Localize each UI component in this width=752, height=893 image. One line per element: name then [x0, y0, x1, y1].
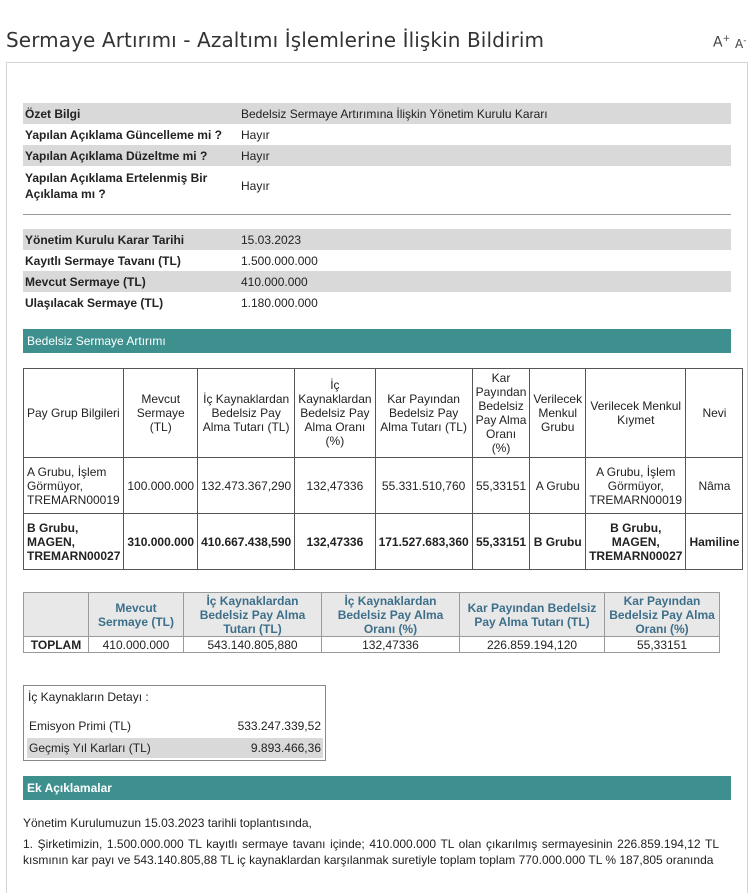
totals-header: [24, 593, 89, 637]
table-cell: A Grubu: [530, 458, 586, 514]
table-cell: B Grubu, MAGEN, TREMARN00027: [24, 514, 124, 570]
internal-source-row: [27, 738, 323, 758]
internal-source-label: Geçmiş Yıl Karları (TL): [29, 741, 151, 755]
notes-item-1: 1. Şirketimizin, 1.500.000.000 TL kayıtlı sermaye tavanı içinde; 410.000.000 TL olan çıkarılmış sermayesinin 226.859.194,12 TL kısmının kar payı ve 543.140.805,88 TL iç kaynaklardan karşılanmak suretiyle toplam toplam 770.000.000 TL % 187,805 oranında: [23, 837, 719, 867]
totals-cell: 226.859.194,120: [460, 637, 605, 653]
table-cell: 55.331.510,760: [375, 458, 472, 514]
totals-row: [24, 637, 720, 653]
capital-row: [23, 250, 731, 271]
totals-cell: 55,33151: [605, 637, 720, 653]
font-decrease-button[interactable]: A-: [735, 36, 747, 51]
table-cell: Hamiline: [686, 514, 743, 570]
summary-row: [23, 124, 731, 145]
internal-source-row: [27, 716, 323, 736]
capital-key: Ulaşılacak Sermaye (TL): [25, 295, 164, 310]
column-header: İç Kaynaklardan Bedelsiz Pay Alma Tutarı (TL): [198, 369, 295, 458]
column-header: Kar Payından Bedelsiz Pay Alma Oranı (%): [472, 369, 530, 458]
table-cell: 100.000.000: [124, 458, 198, 514]
capital-table: [23, 229, 731, 313]
bedelsiz-table: [23, 368, 743, 570]
summary-value: Hayır: [237, 145, 731, 166]
column-header: Verilecek Menkul Grubu: [530, 369, 586, 458]
totals-cell: 543.140.805,880: [184, 637, 322, 653]
summary-row: [23, 103, 731, 124]
capital-key: Yönetim Kurulu Karar Tarihi: [23, 229, 237, 250]
section-header-ek-aciklamalar: Ek Açıklamalar: [23, 776, 731, 800]
table-cell: B Grubu: [530, 514, 586, 570]
internal-source-label: Emisyon Primi (TL): [29, 719, 132, 733]
totals-cell: 410.000.000: [89, 637, 184, 653]
capital-key: Mevcut Sermaye (TL): [23, 271, 237, 292]
table-cell: 132,47336: [295, 458, 375, 514]
totals-header: Mevcut Sermaye (TL): [89, 593, 184, 637]
table-cell: Nâma: [686, 458, 743, 514]
table-header-row: [24, 369, 743, 458]
summary-table: [23, 103, 731, 205]
totals-table: [23, 592, 720, 653]
font-increase-label: A: [713, 34, 723, 51]
section-header-bedelsiz: Bedelsiz Sermaye Artırımı: [23, 329, 731, 353]
table-cell: 132,47336: [295, 514, 375, 570]
column-header: Nevi: [686, 369, 743, 458]
internal-source-value: 9.893.466,36: [250, 741, 321, 755]
font-increase-button[interactable]: A+: [713, 34, 731, 51]
table-cell: B Grubu, MAGEN, TREMARN00027: [586, 514, 686, 570]
page-title: Sermaye Artırımı - Azaltımı İşlemlerine İlişkin Bildirim: [6, 28, 545, 52]
capital-value: 1.500.000.000: [241, 253, 318, 268]
column-header: İç Kaynaklardan Bedelsiz Pay Alma Oranı (%): [295, 369, 375, 458]
divider: [23, 214, 731, 215]
table-cell: 171.527.683,360: [375, 514, 472, 570]
summary-value: Hayır: [241, 127, 270, 142]
table-cell: A Grubu, İşlem Görmüyor, TREMARN00019: [586, 458, 686, 514]
notes-intro: Yönetim Kurulumuzun 15.03.2023 tarihli toplantısında,: [23, 816, 312, 830]
capital-key: Kayıtlı Sermaye Tavanı (TL): [25, 253, 181, 268]
column-header: Pay Grup Bilgileri: [24, 369, 124, 458]
totals-header: Kar Payından Bedelsiz Pay Alma Tutarı (TL): [460, 593, 605, 637]
table-row: [24, 458, 743, 514]
internal-sources-title: İç Kaynakların Detayı :: [28, 690, 149, 704]
totals-header-row: [24, 593, 720, 637]
table-row: [24, 514, 743, 570]
summary-row: [23, 166, 731, 205]
capital-value: 410.000.000: [237, 271, 731, 292]
summary-key: Yapılan Açıklama Ertelenmiş Bir Açıklama mı ?: [25, 170, 208, 201]
table-cell: 132.473.367,290: [198, 458, 295, 514]
summary-value: Bedelsiz Sermaye Artırımına İlişkin Yönetim Kurulu Kararı: [237, 103, 731, 124]
summary-key: Özet Bilgi: [23, 103, 237, 124]
table-cell: 410.667.438,590: [198, 514, 295, 570]
capital-row: [23, 229, 731, 250]
totals-header: İç Kaynaklardan Bedelsiz Pay Alma Oranı (%): [322, 593, 460, 637]
column-header: Mevcut Sermaye (TL): [124, 369, 198, 458]
summary-key: Yapılan Açıklama Düzeltme mi ?: [23, 145, 237, 166]
table-cell: 55,33151: [472, 458, 530, 514]
capital-value: 1.180.000.000: [241, 295, 318, 310]
table-cell: 310.000.000: [124, 514, 198, 570]
table-cell: A Grubu, İşlem Görmüyor, TREMARN00019: [24, 458, 124, 514]
font-decrease-label: A: [735, 37, 744, 51]
totals-label: TOPLAM: [24, 637, 89, 653]
column-header: Verilecek Menkul Kıymet: [586, 369, 686, 458]
totals-cell: 132,47336: [322, 637, 460, 653]
totals-header: İç Kaynaklardan Bedelsiz Pay Alma Tutarı (TL): [184, 593, 322, 637]
summary-row: [23, 145, 731, 166]
summary-key: Yapılan Açıklama Güncelleme mi ?: [25, 127, 222, 142]
totals-header: Kar Payından Bedelsiz Pay Alma Oranı (%): [605, 593, 720, 637]
summary-value: Hayır: [241, 178, 270, 193]
table-cell: 55,33151: [472, 514, 530, 570]
disclosure-panel: [6, 62, 748, 893]
capital-value: 15.03.2023: [237, 229, 731, 250]
column-header: Kar Payından Bedelsiz Pay Alma Tutarı (TL): [375, 369, 472, 458]
internal-sources-box: [23, 685, 326, 761]
capital-row: [23, 271, 731, 292]
capital-row: [23, 292, 731, 313]
internal-source-value: 533.247.339,52: [237, 719, 321, 733]
